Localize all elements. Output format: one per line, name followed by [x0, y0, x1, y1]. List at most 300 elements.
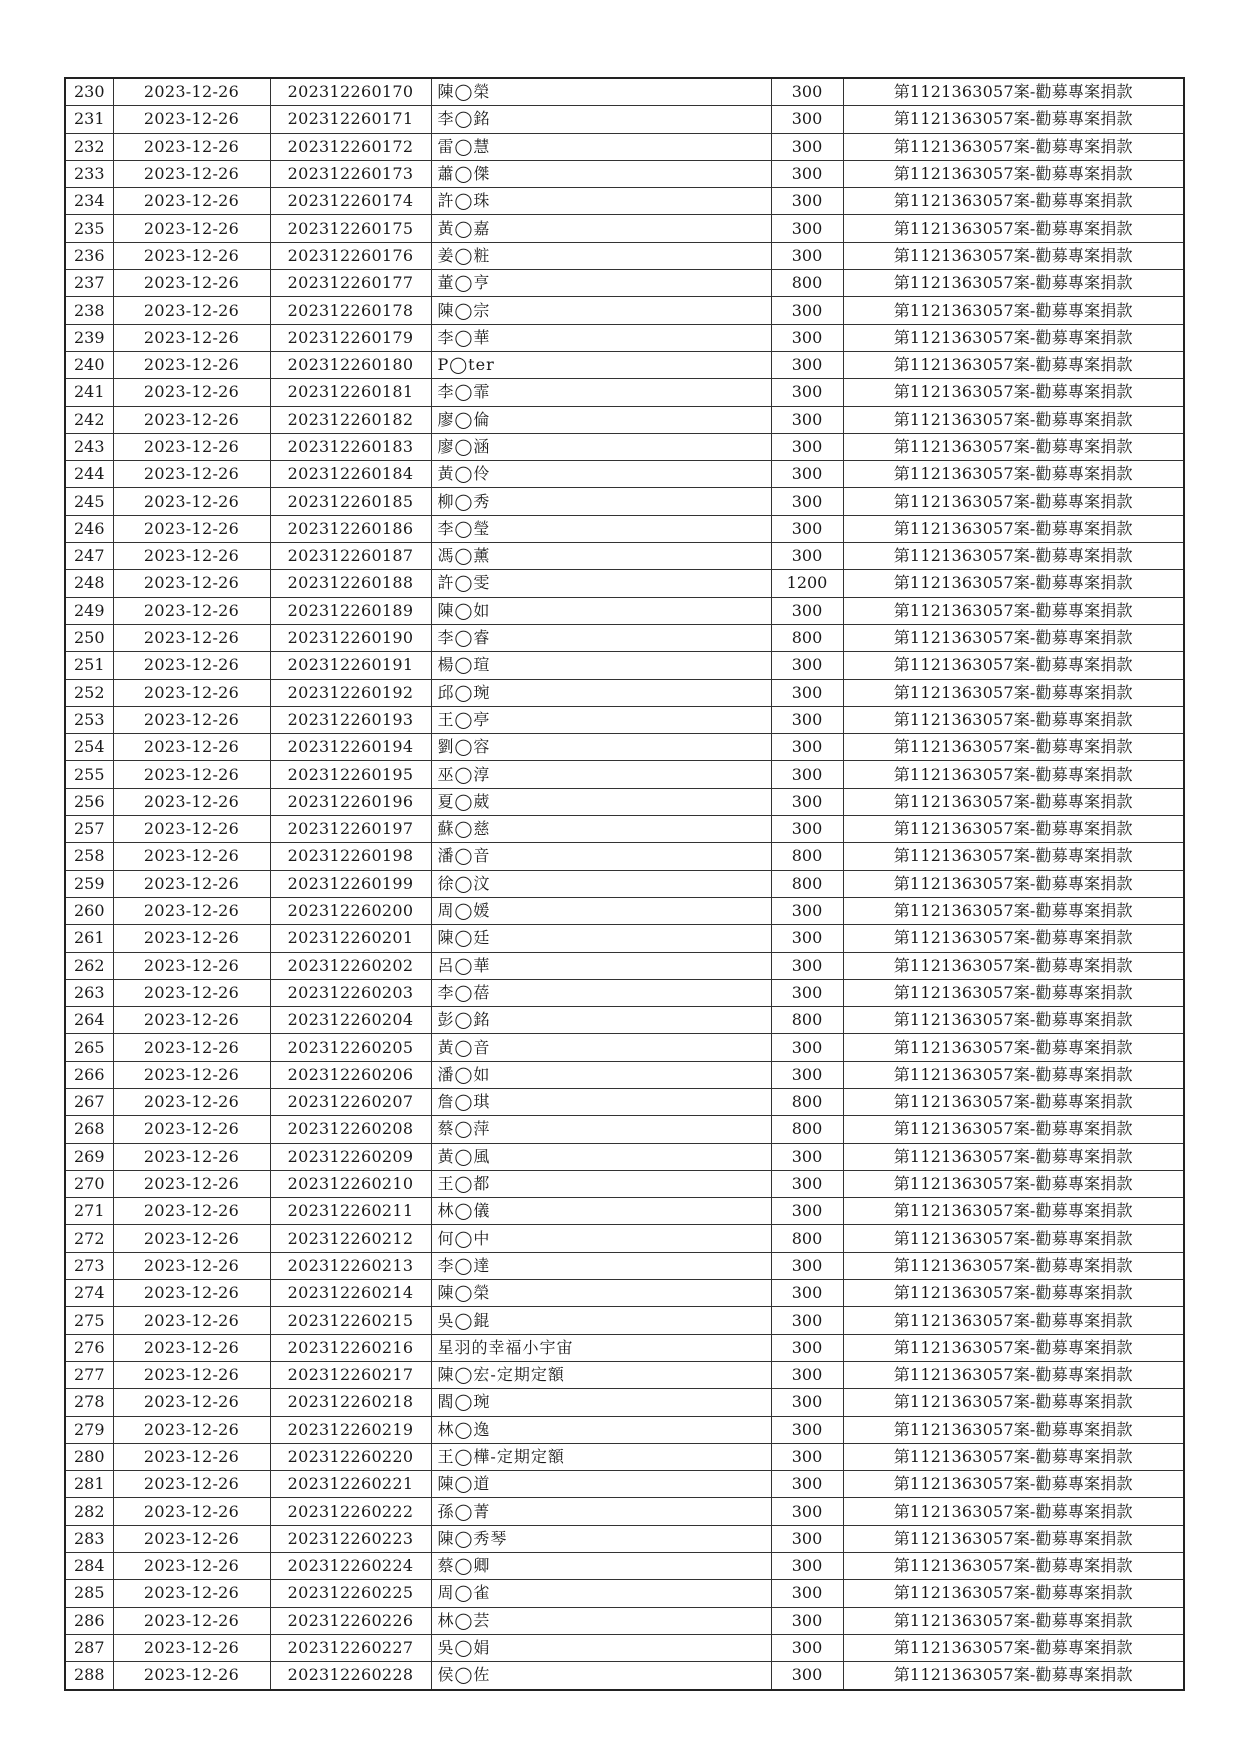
row-number-cell: 264 [65, 1007, 113, 1034]
row-number-cell: 278 [65, 1389, 113, 1416]
amount-cell: 300 [771, 1662, 843, 1690]
row-number-cell: 271 [65, 1198, 113, 1225]
donor-name-cell: 周◯媛 [431, 897, 771, 924]
purpose-cell: 第1121363057案-勸募專案捐款 [843, 188, 1184, 215]
receipt-number-cell: 202312260209 [270, 1143, 431, 1170]
receipt-number-cell: 202312260197 [270, 816, 431, 843]
table-row [65, 433, 1184, 460]
receipt-number-cell: 202312260192 [270, 679, 431, 706]
receipt-number-cell: 202312260215 [270, 1307, 431, 1334]
table-row [65, 1116, 1184, 1143]
receipt-number-cell: 202312260176 [270, 242, 431, 269]
donor-name-cell: 星羽的幸福小宇宙 [431, 1334, 771, 1361]
donor-name-cell: 陳◯如 [431, 597, 771, 624]
donation-date-cell: 2023-12-26 [113, 624, 270, 651]
table-row [65, 1443, 1184, 1470]
row-number-cell: 285 [65, 1580, 113, 1607]
purpose-cell: 第1121363057案-勸募專案捐款 [843, 1252, 1184, 1279]
row-number-cell: 268 [65, 1116, 113, 1143]
donation-date-cell: 2023-12-26 [113, 1634, 270, 1661]
donation-date-cell: 2023-12-26 [113, 1225, 270, 1252]
donation-date-cell: 2023-12-26 [113, 1007, 270, 1034]
receipt-number-cell: 202312260222 [270, 1498, 431, 1525]
amount-cell: 300 [771, 515, 843, 542]
purpose-cell: 第1121363057案-勸募專案捐款 [843, 925, 1184, 952]
donor-name-cell: 詹◯琪 [431, 1088, 771, 1115]
receipt-number-cell: 202312260220 [270, 1443, 431, 1470]
purpose-cell: 第1121363057案-勸募專案捐款 [843, 515, 1184, 542]
table-row [65, 1280, 1184, 1307]
table-row [65, 788, 1184, 815]
receipt-number-cell: 202312260223 [270, 1525, 431, 1552]
purpose-cell: 第1121363057案-勸募專案捐款 [843, 1225, 1184, 1252]
donor-name-cell: 潘◯音 [431, 843, 771, 870]
row-number-cell: 239 [65, 324, 113, 351]
amount-cell: 300 [771, 1553, 843, 1580]
amount-cell: 300 [771, 215, 843, 242]
donor-name-cell: 孫◯菁 [431, 1498, 771, 1525]
amount-cell: 300 [771, 1525, 843, 1552]
amount-cell: 300 [771, 160, 843, 187]
donation-date-cell: 2023-12-26 [113, 706, 270, 733]
donation-date-cell: 2023-12-26 [113, 543, 270, 570]
purpose-cell: 第1121363057案-勸募專案捐款 [843, 979, 1184, 1006]
donation-date-cell: 2023-12-26 [113, 461, 270, 488]
row-number-cell: 275 [65, 1307, 113, 1334]
receipt-number-cell: 202312260207 [270, 1088, 431, 1115]
purpose-cell: 第1121363057案-勸募專案捐款 [843, 1580, 1184, 1607]
purpose-cell: 第1121363057案-勸募專案捐款 [843, 1334, 1184, 1361]
purpose-cell: 第1121363057案-勸募專案捐款 [843, 1170, 1184, 1197]
receipt-number-cell: 202312260171 [270, 106, 431, 133]
receipt-number-cell: 202312260204 [270, 1007, 431, 1034]
donation-date-cell: 2023-12-26 [113, 679, 270, 706]
table-row [65, 761, 1184, 788]
amount-cell: 300 [771, 1580, 843, 1607]
amount-cell: 300 [771, 761, 843, 788]
purpose-cell: 第1121363057案-勸募專案捐款 [843, 1662, 1184, 1690]
donor-name-cell: 陳◯宏-定期定額 [431, 1361, 771, 1388]
row-number-cell: 251 [65, 652, 113, 679]
donation-date-cell: 2023-12-26 [113, 188, 270, 215]
donation-date-cell: 2023-12-26 [113, 379, 270, 406]
receipt-number-cell: 202312260179 [270, 324, 431, 351]
row-number-cell: 269 [65, 1143, 113, 1170]
table-row [65, 706, 1184, 733]
receipt-number-cell: 202312260177 [270, 270, 431, 297]
row-number-cell: 283 [65, 1525, 113, 1552]
donor-name-cell: 林◯芸 [431, 1607, 771, 1634]
purpose-cell: 第1121363057案-勸募專案捐款 [843, 1361, 1184, 1388]
row-number-cell: 252 [65, 679, 113, 706]
donation-date-cell: 2023-12-26 [113, 1443, 270, 1470]
donor-name-cell: 廖◯涵 [431, 433, 771, 460]
amount-cell: 300 [771, 106, 843, 133]
donation-date-cell: 2023-12-26 [113, 897, 270, 924]
table-row [65, 925, 1184, 952]
purpose-cell: 第1121363057案-勸募專案捐款 [843, 570, 1184, 597]
donation-date-cell: 2023-12-26 [113, 1662, 270, 1690]
purpose-cell: 第1121363057案-勸募專案捐款 [843, 1525, 1184, 1552]
amount-cell: 300 [771, 1034, 843, 1061]
row-number-cell: 257 [65, 816, 113, 843]
receipt-number-cell: 202312260175 [270, 215, 431, 242]
amount-cell: 300 [771, 461, 843, 488]
receipt-number-cell: 202312260226 [270, 1607, 431, 1634]
donor-name-cell: 王◯都 [431, 1170, 771, 1197]
row-number-cell: 245 [65, 488, 113, 515]
row-number-cell: 270 [65, 1170, 113, 1197]
purpose-cell: 第1121363057案-勸募專案捐款 [843, 624, 1184, 651]
table-row [65, 570, 1184, 597]
table-row [65, 1198, 1184, 1225]
amount-cell: 300 [771, 952, 843, 979]
donor-name-cell: 許◯珠 [431, 188, 771, 215]
table-row [65, 1307, 1184, 1334]
table-row [65, 870, 1184, 897]
table-row [65, 979, 1184, 1006]
donor-name-cell: 吳◯娟 [431, 1634, 771, 1661]
amount-cell: 300 [771, 488, 843, 515]
table-row [65, 379, 1184, 406]
donor-name-cell: 李◯睿 [431, 624, 771, 651]
receipt-number-cell: 202312260181 [270, 379, 431, 406]
receipt-number-cell: 202312260199 [270, 870, 431, 897]
donation-date-cell: 2023-12-26 [113, 816, 270, 843]
donation-date-cell: 2023-12-26 [113, 1307, 270, 1334]
donation-date-cell: 2023-12-26 [113, 1553, 270, 1580]
table-row [65, 1361, 1184, 1388]
row-number-cell: 248 [65, 570, 113, 597]
amount-cell: 300 [771, 78, 843, 106]
table-row [65, 897, 1184, 924]
row-number-cell: 235 [65, 215, 113, 242]
donation-date-cell: 2023-12-26 [113, 1198, 270, 1225]
donor-name-cell: 李◯華 [431, 324, 771, 351]
donor-name-cell: 何◯中 [431, 1225, 771, 1252]
row-number-cell: 242 [65, 406, 113, 433]
row-number-cell: 241 [65, 379, 113, 406]
purpose-cell: 第1121363057案-勸募專案捐款 [843, 952, 1184, 979]
row-number-cell: 249 [65, 597, 113, 624]
donor-name-cell: 馮◯薰 [431, 543, 771, 570]
donation-date-cell: 2023-12-26 [113, 1170, 270, 1197]
donation-date-cell: 2023-12-26 [113, 1252, 270, 1279]
donation-date-cell: 2023-12-26 [113, 1280, 270, 1307]
receipt-number-cell: 202312260227 [270, 1634, 431, 1661]
donor-name-cell: 黃◯嘉 [431, 215, 771, 242]
amount-cell: 300 [771, 1416, 843, 1443]
purpose-cell: 第1121363057案-勸募專案捐款 [843, 78, 1184, 106]
table-row [65, 106, 1184, 133]
table-row [65, 242, 1184, 269]
row-number-cell: 247 [65, 543, 113, 570]
purpose-cell: 第1121363057案-勸募專案捐款 [843, 788, 1184, 815]
purpose-cell: 第1121363057案-勸募專案捐款 [843, 1471, 1184, 1498]
receipt-number-cell: 202312260206 [270, 1061, 431, 1088]
receipt-number-cell: 202312260219 [270, 1416, 431, 1443]
row-number-cell: 279 [65, 1416, 113, 1443]
purpose-cell: 第1121363057案-勸募專案捐款 [843, 1061, 1184, 1088]
row-number-cell: 253 [65, 706, 113, 733]
table-row [65, 188, 1184, 215]
donation-date-cell: 2023-12-26 [113, 324, 270, 351]
table-row [65, 1553, 1184, 1580]
receipt-number-cell: 202312260213 [270, 1252, 431, 1279]
purpose-cell: 第1121363057案-勸募專案捐款 [843, 461, 1184, 488]
donor-name-cell: 廖◯倫 [431, 406, 771, 433]
donor-name-cell: 蔡◯卿 [431, 1553, 771, 1580]
row-number-cell: 286 [65, 1607, 113, 1634]
amount-cell: 800 [771, 270, 843, 297]
table-row [65, 133, 1184, 160]
receipt-number-cell: 202312260180 [270, 351, 431, 378]
row-number-cell: 281 [65, 1471, 113, 1498]
donor-name-cell: 陳◯秀琴 [431, 1525, 771, 1552]
purpose-cell: 第1121363057案-勸募專案捐款 [843, 1443, 1184, 1470]
row-number-cell: 256 [65, 788, 113, 815]
donation-date-cell: 2023-12-26 [113, 1525, 270, 1552]
receipt-number-cell: 202312260217 [270, 1361, 431, 1388]
row-number-cell: 231 [65, 106, 113, 133]
amount-cell: 300 [771, 979, 843, 1006]
donor-name-cell: 董◯亨 [431, 270, 771, 297]
donor-name-cell: 徐◯汶 [431, 870, 771, 897]
row-number-cell: 277 [65, 1361, 113, 1388]
amount-cell: 300 [771, 597, 843, 624]
row-number-cell: 238 [65, 297, 113, 324]
row-number-cell: 276 [65, 1334, 113, 1361]
donation-date-cell: 2023-12-26 [113, 843, 270, 870]
amount-cell: 300 [771, 897, 843, 924]
donation-date-cell: 2023-12-26 [113, 488, 270, 515]
receipt-number-cell: 202312260184 [270, 461, 431, 488]
row-number-cell: 272 [65, 1225, 113, 1252]
purpose-cell: 第1121363057案-勸募專案捐款 [843, 1389, 1184, 1416]
donation-date-cell: 2023-12-26 [113, 242, 270, 269]
table-row [65, 1471, 1184, 1498]
purpose-cell: 第1121363057案-勸募專案捐款 [843, 160, 1184, 187]
receipt-number-cell: 202312260211 [270, 1198, 431, 1225]
donation-date-cell: 2023-12-26 [113, 1416, 270, 1443]
purpose-cell: 第1121363057案-勸募專案捐款 [843, 433, 1184, 460]
receipt-number-cell: 202312260194 [270, 734, 431, 761]
donor-name-cell: 陳◯宗 [431, 297, 771, 324]
table-row [65, 1525, 1184, 1552]
table-row [65, 1252, 1184, 1279]
purpose-cell: 第1121363057案-勸募專案捐款 [843, 816, 1184, 843]
purpose-cell: 第1121363057案-勸募專案捐款 [843, 1498, 1184, 1525]
amount-cell: 300 [771, 734, 843, 761]
donation-table [64, 77, 1185, 1691]
donation-date-cell: 2023-12-26 [113, 1334, 270, 1361]
row-number-cell: 243 [65, 433, 113, 460]
table-row [65, 734, 1184, 761]
receipt-number-cell: 202312260186 [270, 515, 431, 542]
donor-name-cell: 陳◯榮 [431, 78, 771, 106]
table-row [65, 1607, 1184, 1634]
amount-cell: 300 [771, 788, 843, 815]
donation-date-cell: 2023-12-26 [113, 297, 270, 324]
table-row [65, 597, 1184, 624]
amount-cell: 800 [771, 624, 843, 651]
donor-name-cell: 蕭◯傑 [431, 160, 771, 187]
donor-name-cell: 侯◯佐 [431, 1662, 771, 1690]
table-row [65, 270, 1184, 297]
donor-name-cell: 夏◯葳 [431, 788, 771, 815]
purpose-cell: 第1121363057案-勸募專案捐款 [843, 270, 1184, 297]
table-row [65, 351, 1184, 378]
row-number-cell: 273 [65, 1252, 113, 1279]
donation-table-body [65, 78, 1184, 1690]
receipt-number-cell: 202312260218 [270, 1389, 431, 1416]
donation-date-cell: 2023-12-26 [113, 734, 270, 761]
purpose-cell: 第1121363057案-勸募專案捐款 [843, 652, 1184, 679]
amount-cell: 300 [771, 1198, 843, 1225]
amount-cell: 800 [771, 1116, 843, 1143]
donor-name-cell: 李◯霏 [431, 379, 771, 406]
table-row [65, 1061, 1184, 1088]
purpose-cell: 第1121363057案-勸募專案捐款 [843, 897, 1184, 924]
purpose-cell: 第1121363057案-勸募專案捐款 [843, 761, 1184, 788]
receipt-number-cell: 202312260178 [270, 297, 431, 324]
table-row [65, 1389, 1184, 1416]
receipt-number-cell: 202312260201 [270, 925, 431, 952]
amount-cell: 300 [771, 188, 843, 215]
donation-date-cell: 2023-12-26 [113, 1088, 270, 1115]
row-number-cell: 267 [65, 1088, 113, 1115]
receipt-number-cell: 202312260216 [270, 1334, 431, 1361]
receipt-number-cell: 202312260173 [270, 160, 431, 187]
table-row [65, 461, 1184, 488]
donation-date-cell: 2023-12-26 [113, 433, 270, 460]
donation-date-cell: 2023-12-26 [113, 925, 270, 952]
purpose-cell: 第1121363057案-勸募專案捐款 [843, 1198, 1184, 1225]
amount-cell: 800 [771, 1007, 843, 1034]
donor-name-cell: 黃◯音 [431, 1034, 771, 1061]
amount-cell: 300 [771, 1634, 843, 1661]
receipt-number-cell: 202312260190 [270, 624, 431, 651]
row-number-cell: 244 [65, 461, 113, 488]
donation-date-cell: 2023-12-26 [113, 761, 270, 788]
donor-name-cell: 陳◯榮 [431, 1280, 771, 1307]
donation-date-cell: 2023-12-26 [113, 1143, 270, 1170]
donor-name-cell: 姜◯粧 [431, 242, 771, 269]
row-number-cell: 261 [65, 925, 113, 952]
amount-cell: 300 [771, 133, 843, 160]
receipt-number-cell: 202312260174 [270, 188, 431, 215]
table-row [65, 624, 1184, 651]
donation-date-cell: 2023-12-26 [113, 1471, 270, 1498]
donation-date-cell: 2023-12-26 [113, 1361, 270, 1388]
donation-date-cell: 2023-12-26 [113, 351, 270, 378]
donation-date-cell: 2023-12-26 [113, 160, 270, 187]
table-row [65, 952, 1184, 979]
receipt-number-cell: 202312260188 [270, 570, 431, 597]
donor-name-cell: 林◯儀 [431, 1198, 771, 1225]
row-number-cell: 260 [65, 897, 113, 924]
receipt-number-cell: 202312260208 [270, 1116, 431, 1143]
donor-name-cell: 黃◯伶 [431, 461, 771, 488]
receipt-number-cell: 202312260214 [270, 1280, 431, 1307]
purpose-cell: 第1121363057案-勸募專案捐款 [843, 215, 1184, 242]
donation-date-cell: 2023-12-26 [113, 78, 270, 106]
amount-cell: 300 [771, 1280, 843, 1307]
donor-name-cell: 王◯樺-定期定額 [431, 1443, 771, 1470]
amount-cell: 300 [771, 679, 843, 706]
purpose-cell: 第1121363057案-勸募專案捐款 [843, 351, 1184, 378]
table-row [65, 297, 1184, 324]
receipt-number-cell: 202312260221 [270, 1471, 431, 1498]
donor-name-cell: 陳◯廷 [431, 925, 771, 952]
donation-date-cell: 2023-12-26 [113, 406, 270, 433]
purpose-cell: 第1121363057案-勸募專案捐款 [843, 706, 1184, 733]
amount-cell: 300 [771, 242, 843, 269]
table-row [65, 488, 1184, 515]
purpose-cell: 第1121363057案-勸募專案捐款 [843, 1416, 1184, 1443]
amount-cell: 300 [771, 1443, 843, 1470]
receipt-number-cell: 202312260187 [270, 543, 431, 570]
row-number-cell: 262 [65, 952, 113, 979]
table-row [65, 406, 1184, 433]
table-row [65, 515, 1184, 542]
donor-name-cell: 閻◯琬 [431, 1389, 771, 1416]
table-row [65, 1580, 1184, 1607]
donor-name-cell: 吳◯錕 [431, 1307, 771, 1334]
purpose-cell: 第1121363057案-勸募專案捐款 [843, 870, 1184, 897]
purpose-cell: 第1121363057案-勸募專案捐款 [843, 1634, 1184, 1661]
amount-cell: 300 [771, 1389, 843, 1416]
amount-cell: 800 [771, 1225, 843, 1252]
donor-name-cell: 蔡◯萍 [431, 1116, 771, 1143]
row-number-cell: 288 [65, 1662, 113, 1690]
row-number-cell: 240 [65, 351, 113, 378]
table-row [65, 1088, 1184, 1115]
donation-date-cell: 2023-12-26 [113, 515, 270, 542]
row-number-cell: 265 [65, 1034, 113, 1061]
donation-date-cell: 2023-12-26 [113, 952, 270, 979]
amount-cell: 300 [771, 379, 843, 406]
receipt-number-cell: 202312260224 [270, 1553, 431, 1580]
amount-cell: 300 [771, 1607, 843, 1634]
row-number-cell: 236 [65, 242, 113, 269]
donor-name-cell: 彭◯銘 [431, 1007, 771, 1034]
row-number-cell: 237 [65, 270, 113, 297]
donor-name-cell: 楊◯瑄 [431, 652, 771, 679]
row-number-cell: 282 [65, 1498, 113, 1525]
receipt-number-cell: 202312260170 [270, 78, 431, 106]
receipt-number-cell: 202312260195 [270, 761, 431, 788]
donor-name-cell: 王◯亭 [431, 706, 771, 733]
amount-cell: 300 [771, 816, 843, 843]
purpose-cell: 第1121363057案-勸募專案捐款 [843, 1307, 1184, 1334]
donor-name-cell: 雷◯慧 [431, 133, 771, 160]
purpose-cell: 第1121363057案-勸募專案捐款 [843, 1007, 1184, 1034]
donor-name-cell: 許◯雯 [431, 570, 771, 597]
purpose-cell: 第1121363057案-勸募專案捐款 [843, 324, 1184, 351]
amount-cell: 300 [771, 1334, 843, 1361]
donor-name-cell: 李◯瑩 [431, 515, 771, 542]
row-number-cell: 280 [65, 1443, 113, 1470]
purpose-cell: 第1121363057案-勸募專案捐款 [843, 734, 1184, 761]
receipt-number-cell: 202312260191 [270, 652, 431, 679]
donor-name-cell: 劉◯容 [431, 734, 771, 761]
purpose-cell: 第1121363057案-勸募專案捐款 [843, 406, 1184, 433]
table-row [65, 160, 1184, 187]
table-row [65, 215, 1184, 242]
donation-date-cell: 2023-12-26 [113, 1580, 270, 1607]
table-row [65, 1416, 1184, 1443]
